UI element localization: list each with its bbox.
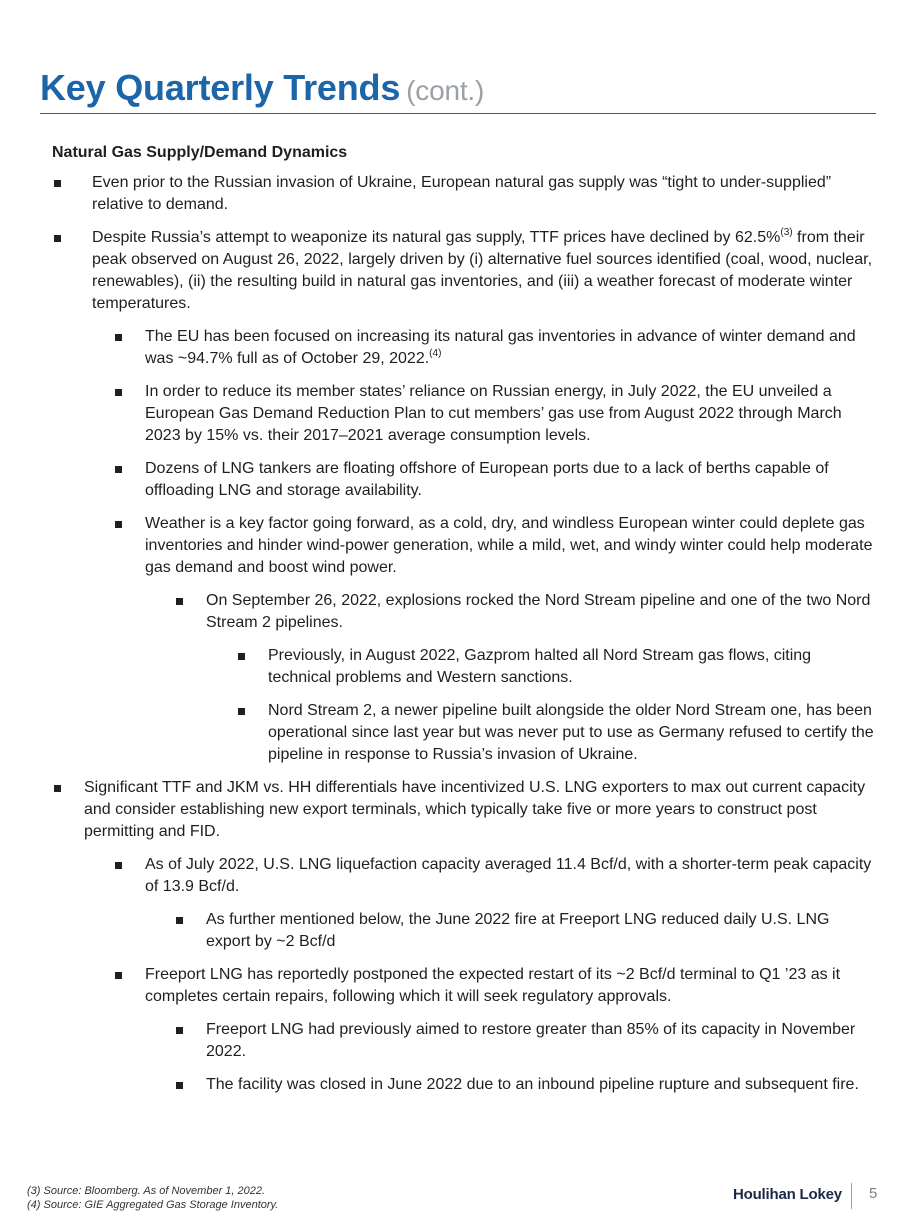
logo-divider	[851, 1183, 852, 1209]
bullet-ttf-text: Despite Russia’s attempt to weaponize its natural gas supply, TTF prices have declined by 62.5%	[92, 229, 781, 246]
bullet-freeport-restart: Freeport LNG has reportedly postponed the expected restart of its ~2 Bcf/d terminal to Q1 ’23 as it completes certain repairs, following which it will seek regulatory approvals.	[52, 964, 874, 1008]
bullet-eu-demand-plan: In order to reduce its member states’ reliance on Russian energy, in July 2022, the EU unveiled a European Gas Demand Reduction Plan to cut members’ gas use from August 2022 through March 2023 by 15% vs. their 2017–2021 average consumption levels.	[52, 381, 874, 447]
bullet-eu-inventories-text: The EU has been focused on increasing its natural gas inventories in advance of winter demand and was ~94.7% full as of October 29, 2022.	[145, 328, 856, 367]
bullet-lng-tankers: Dozens of LNG tankers are floating offshore of European ports due to a lack of berths capable of offloading LNG and storage availability.	[52, 458, 874, 502]
main-content	[52, 141, 874, 1107]
bullet-nord-stream-explosions: On September 26, 2022, explosions rocked the Nord Stream pipeline and one of the two Nord Stream 2 pipelines.	[52, 590, 874, 634]
page-title-suffix: (cont.)	[406, 75, 485, 106]
bullet-ttf-rest: from their peak observed on August 26, 2022, largely driven by (i) alternative fuel sources identified (coal, wood, nuclear, renewables), (ii) the resulting build in natural gas inventories, and (iii) a weather forecast of moderate winter temperatures.	[92, 229, 873, 312]
section-heading: Natural Gas Supply/Demand Dynamics	[52, 144, 348, 161]
bullet-nord-stream-2: Nord Stream 2, a newer pipeline built alongside the older Nord Stream one, has been operational since last year but was never put to use as Germany refused to certify the pipeline in response to Russia’s invasion of Ukraine.	[52, 700, 874, 766]
footnote-3: (3) Source: Bloomberg. As of November 1, 2022.	[27, 1185, 266, 1197]
bullet-weather: Weather is a key factor going forward, as a cold, dry, and windless European winter could deplete gas inventories and hinder wind-power generation, while a mild, wet, and windy winter could help moderate gas demand and boost wind power.	[52, 513, 874, 579]
bullet-freeport-fire: As further mentioned below, the June 2022 fire at Freeport LNG reduced daily U.S. LNG export by ~2 Bcf/d	[52, 909, 874, 953]
bullet-list	[52, 172, 874, 1096]
footnote-4: (4) Source: GIE Aggregated Gas Storage Inventory.	[27, 1199, 279, 1211]
brand-logo: Houlihan Lokey	[733, 1186, 842, 1203]
page-title	[40, 66, 484, 113]
bullet-lng-capacity: As of July 2022, U.S. LNG liquefaction capacity averaged 11.4 Bcf/d, with a shorter-term peak capacity of 13.9 Bcf/d.	[52, 854, 874, 898]
page-number: 5	[869, 1185, 878, 1202]
footnotes	[27, 1184, 278, 1212]
title-divider	[40, 113, 876, 114]
footnote-ref-3: (3)	[780, 226, 793, 238]
page-title-main: Key Quarterly Trends	[40, 67, 401, 108]
footnote-ref-4: (4)	[429, 347, 442, 359]
bullet-supply: Even prior to the Russian invasion of Ukraine, European natural gas supply was “tight to under-supplied” relative to demand.	[52, 172, 874, 216]
bullet-us-lng-exporters: Significant TTF and JKM vs. HH differentials have incentivized U.S. LNG exporters to max out current capacity and consider establishing new export terminals, which typically take five or more years to construct post permitting and FID.	[52, 777, 874, 843]
bullet-ttf-prices	[52, 227, 874, 315]
bullet-facility-closed: The facility was closed in June 2022 due to an inbound pipeline rupture and subsequent fire.	[52, 1074, 874, 1096]
bullet-gazprom-halt: Previously, in August 2022, Gazprom halted all Nord Stream gas flows, citing technical problems and Western sanctions.	[52, 645, 874, 689]
bullet-freeport-aim: Freeport LNG had previously aimed to restore greater than 85% of its capacity in November 2022.	[52, 1019, 874, 1063]
bullet-eu-inventories	[52, 326, 874, 370]
